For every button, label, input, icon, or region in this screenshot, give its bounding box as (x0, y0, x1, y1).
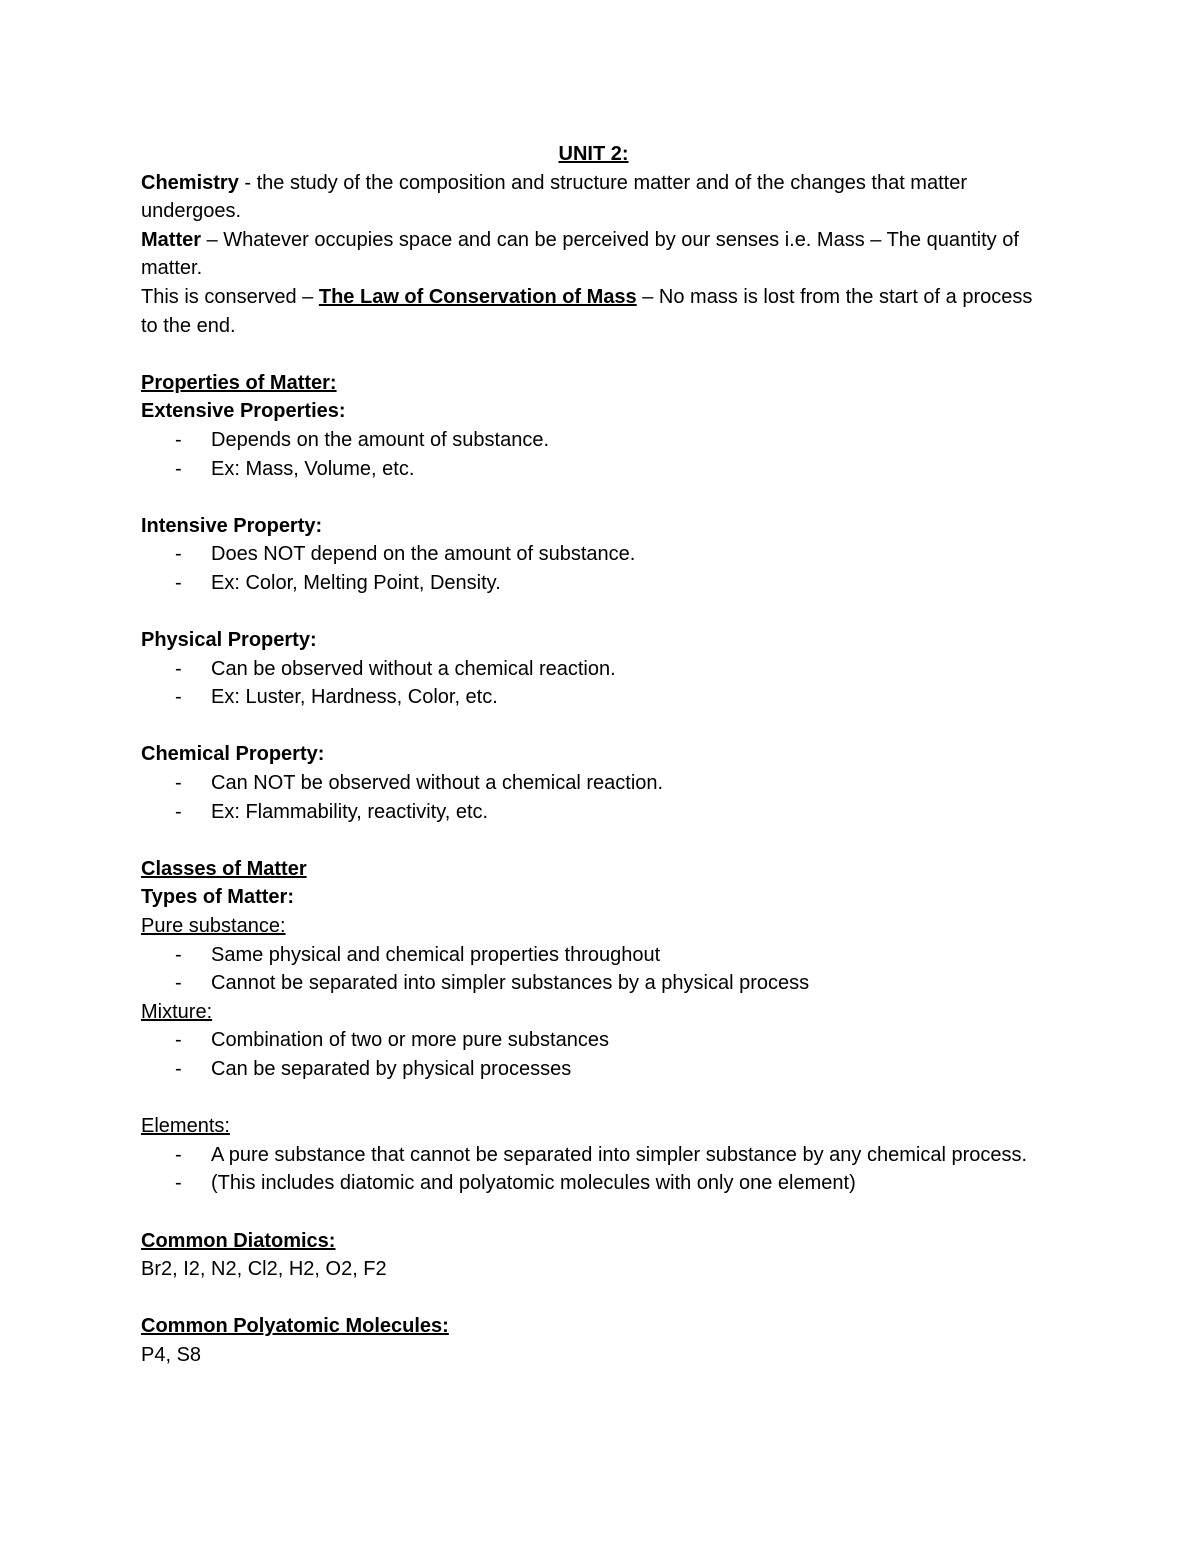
list-item (141, 455, 1046, 484)
chemical-label-text: Chemical Property: (141, 743, 325, 766)
physical-label (141, 626, 1046, 655)
dash-marker: - (175, 1172, 182, 1195)
dash-marker: - (175, 543, 182, 566)
spacer (141, 826, 1046, 855)
list-item-text: Ex: Luster, Hardness, Color, etc. (211, 686, 498, 709)
list-item (141, 1026, 1046, 1055)
elements-list (141, 1141, 1046, 1198)
list-item-text: Can be separated by physical processes (211, 1058, 572, 1080)
pure-substance-label: Pure substance: (141, 915, 286, 938)
spacer (141, 340, 1046, 369)
list-item (141, 1141, 1046, 1170)
list-item (141, 540, 1046, 569)
list-item-text: Depends on the amount of substance. (211, 428, 550, 451)
mixture-label: Mixture: (141, 1000, 213, 1023)
list-item (141, 769, 1046, 798)
types-label-text: Types of Matter: (141, 886, 294, 909)
law-def: – No mass is lost from the start of a process to the end. (141, 285, 1033, 337)
properties-heading-text: Properties of Matter: (141, 371, 337, 394)
matter-def: – Whatever occupies space and can be perceived by our senses i.e. Mass – The quantity of matter. (141, 228, 1019, 280)
list-item (141, 798, 1046, 827)
pure-substance-list (141, 941, 1046, 998)
list-item-text: Can NOT be observed without a chemical reaction. (211, 772, 664, 795)
types-label (141, 883, 1046, 912)
spacer (141, 1084, 1046, 1113)
dash-marker: - (175, 571, 182, 594)
law-name: The Law of Conservation of Mass (318, 285, 637, 308)
list-item-text: Cannot be separated into simpler substances by a physical process (211, 972, 810, 995)
spacer (141, 483, 1046, 512)
classes-heading-text: Classes of Matter (141, 857, 307, 880)
dash-marker: - (175, 457, 182, 480)
document-page (141, 140, 1046, 1370)
list-item (141, 969, 1046, 998)
list-item (141, 941, 1046, 970)
chemistry-def: - the study of the composition and structure matter and of the changes that matter undergoes. (141, 171, 967, 223)
page-title: UNIT 2: (558, 143, 629, 165)
dash-marker: - (175, 1143, 182, 1166)
list-item-text: Combination of two or more pure substances (211, 1029, 609, 1052)
chemistry-term: Chemistry (141, 171, 239, 194)
polyatomics-heading (141, 1312, 1046, 1341)
polyatomics-list: P4, S8 (141, 1343, 202, 1366)
intensive-label (141, 512, 1046, 541)
list-item-text: A pure substance that cannot be separated into simpler substance by any chemical process. (211, 1143, 1028, 1166)
physical-label-text: Physical Property: (141, 629, 317, 652)
list-item (141, 1169, 1046, 1198)
list-item-text: Ex: Mass, Volume, etc. (211, 457, 415, 480)
dash-marker: - (175, 972, 182, 995)
diatomics-heading (141, 1227, 1046, 1256)
intensive-label-text: Intensive Property: (141, 514, 323, 537)
dash-marker: - (175, 772, 182, 795)
polyatomics-heading-text: Common Polyatomic Molecules: (141, 1315, 449, 1338)
elements-label: Elements: (141, 1115, 230, 1138)
spacer (141, 598, 1046, 627)
list-item-text: (This includes diatomic and polyatomic molecules with only one element) (211, 1172, 856, 1195)
conserved-prefix: This is conserved – (141, 285, 319, 308)
dash-marker: - (175, 1029, 182, 1052)
dash-marker: - (175, 1058, 182, 1080)
list-item (141, 569, 1046, 598)
extensive-label (141, 397, 1046, 426)
extensive-list (141, 426, 1046, 483)
list-item (141, 426, 1046, 455)
extensive-label-text: Extensive Properties: (141, 400, 346, 423)
conservation-paragraph (141, 283, 1046, 340)
list-item-text: Does NOT depend on the amount of substance. (211, 543, 636, 566)
matter-definition (141, 226, 1046, 283)
classes-heading (141, 855, 1046, 884)
spacer (141, 1284, 1046, 1313)
properties-heading (141, 369, 1046, 398)
chemical-list (141, 769, 1046, 826)
chemistry-definition (141, 169, 1046, 226)
diatomics-list: Br2, I2, N2, Cl2, H2, O2, F2 (141, 1258, 387, 1281)
list-item (141, 655, 1046, 684)
chemical-label (141, 740, 1046, 769)
list-item-text: Can be observed without a chemical reaction. (211, 657, 616, 680)
spacer (141, 1198, 1046, 1227)
list-item-text: Ex: Flammability, reactivity, etc. (211, 800, 489, 823)
list-item (141, 683, 1046, 712)
intensive-list (141, 540, 1046, 597)
diatomics-heading-text: Common Diatomics: (141, 1229, 336, 1252)
list-item-text: Same physical and chemical properties throughout (211, 943, 661, 966)
list-item-text: Ex: Color, Melting Point, Density. (211, 571, 501, 594)
spacer (141, 712, 1046, 741)
dash-marker: - (175, 943, 182, 966)
list-item (141, 1055, 1046, 1084)
matter-term: Matter (141, 228, 202, 251)
dash-marker: - (175, 657, 182, 680)
dash-marker: - (175, 686, 182, 709)
dash-marker: - (175, 800, 182, 823)
mixture-list (141, 1026, 1046, 1083)
physical-list (141, 655, 1046, 712)
dash-marker: - (175, 428, 182, 451)
